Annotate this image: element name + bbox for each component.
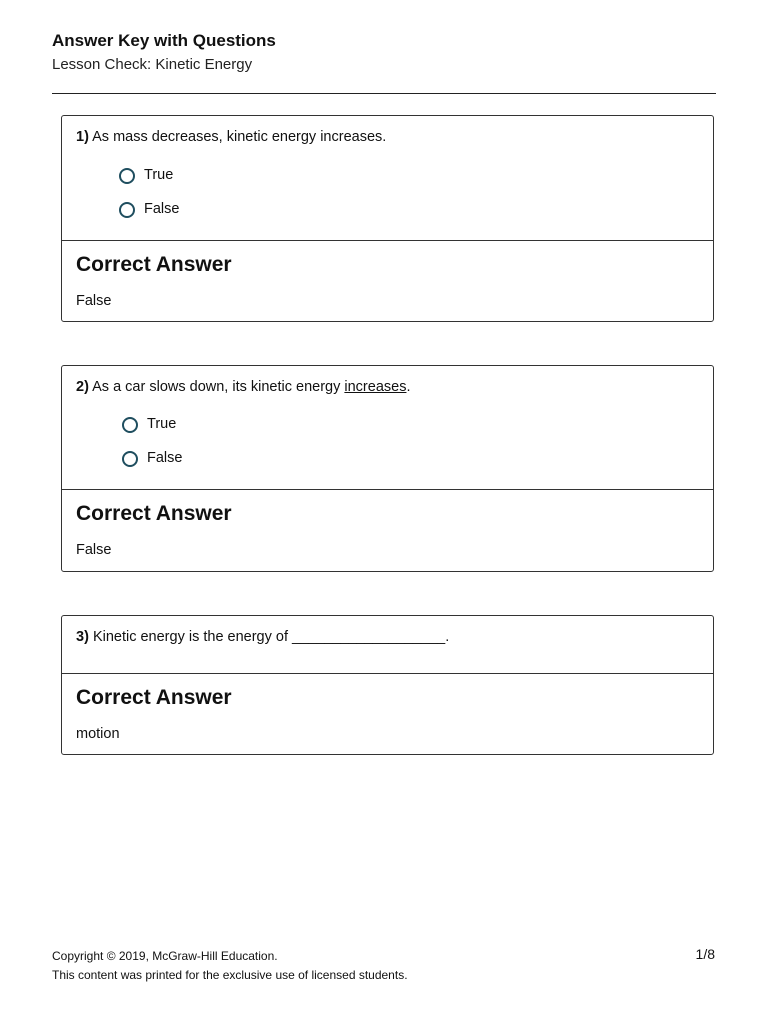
question-card-3 bbox=[61, 615, 714, 755]
document-subtitle: Lesson Check: Kinetic Energy bbox=[52, 56, 253, 73]
option-label: False bbox=[147, 449, 183, 466]
underlined-word: increases bbox=[344, 379, 407, 395]
correct-answer-heading: Correct Answer bbox=[76, 502, 232, 525]
radio-button-icon[interactable] bbox=[119, 168, 135, 184]
option-false[interactable] bbox=[122, 448, 182, 467]
question-card-1 bbox=[61, 115, 714, 322]
correct-answer-value: False bbox=[76, 542, 112, 558]
page-number: 1/8 bbox=[695, 946, 715, 962]
question-prompt: As a car slows down, its kinetic energy bbox=[92, 379, 345, 395]
option-true[interactable] bbox=[119, 165, 173, 184]
question-section bbox=[62, 116, 713, 241]
option-false[interactable] bbox=[119, 199, 179, 218]
footer bbox=[52, 947, 408, 985]
correct-answer-value: motion bbox=[76, 726, 120, 742]
correct-answer-heading: Correct Answer bbox=[76, 686, 232, 709]
question-number: 2) bbox=[76, 379, 89, 395]
question-number: 3) bbox=[76, 629, 89, 645]
question-section bbox=[62, 616, 713, 674]
correct-answer-heading: Correct Answer bbox=[76, 253, 232, 276]
answer-section bbox=[62, 241, 713, 322]
question-text bbox=[76, 128, 386, 146]
question-section bbox=[62, 366, 713, 490]
question-prompt: As mass decreases, kinetic energy increases. bbox=[92, 129, 387, 145]
question-number: 1) bbox=[76, 129, 89, 145]
option-label: False bbox=[144, 200, 180, 217]
answer-section bbox=[62, 490, 713, 572]
option-label: True bbox=[147, 415, 177, 432]
question-prompt-end: . bbox=[406, 379, 411, 395]
radio-button-icon[interactable] bbox=[122, 451, 138, 467]
question-prompt: Kinetic energy is the energy of ___________________. bbox=[92, 629, 450, 645]
correct-answer-value: False bbox=[76, 293, 112, 309]
radio-button-icon[interactable] bbox=[122, 417, 138, 433]
radio-button-icon[interactable] bbox=[119, 202, 135, 218]
question-card-2 bbox=[61, 365, 714, 572]
answer-section bbox=[62, 674, 713, 755]
document-header bbox=[52, 30, 716, 74]
document-title: Answer Key with Questions bbox=[52, 31, 276, 50]
option-label: True bbox=[144, 166, 174, 183]
question-text bbox=[76, 378, 410, 396]
header-divider bbox=[52, 93, 716, 94]
question-text bbox=[76, 628, 449, 646]
copyright-text: Copyright © 2019, McGraw-Hill Education. bbox=[52, 949, 278, 963]
option-true[interactable] bbox=[122, 414, 176, 433]
license-notice: This content was printed for the exclusive use of licensed students. bbox=[52, 968, 408, 982]
